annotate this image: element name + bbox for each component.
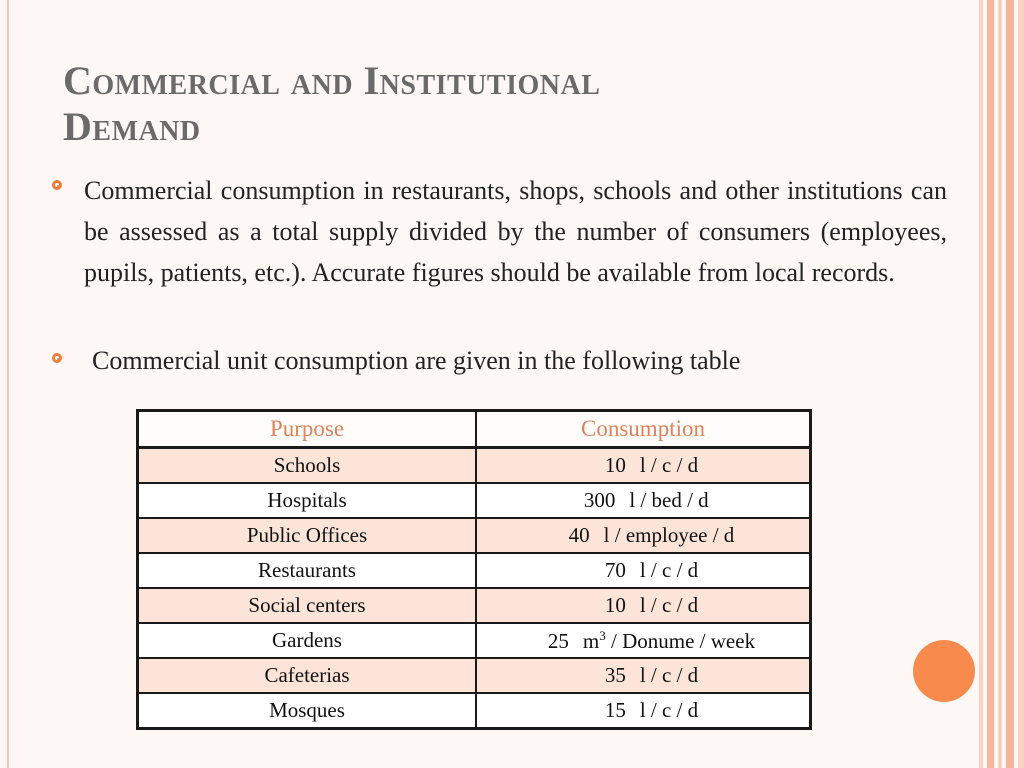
table-row (138, 623, 811, 658)
bullet-item (52, 343, 947, 379)
slide-title-line1: Commercial and Institutional (63, 58, 601, 103)
cell-purpose: Public Offices (138, 518, 477, 553)
consumption-table (136, 409, 812, 730)
table-row (138, 693, 811, 729)
cell-consumption (476, 483, 811, 518)
consumption-unit: l / employee / d (603, 523, 735, 547)
consumption-unit: l / c / d (639, 663, 699, 687)
right-stripe (1006, 0, 1014, 768)
consumption-unit: l / c / d (639, 558, 699, 582)
consumption-unit: / Donume / week (605, 628, 756, 653)
consumption-unit: l / c / d (639, 593, 699, 617)
consumption-amount: 35 (604, 663, 626, 687)
cell-consumption (476, 553, 811, 588)
consumption-amount: 25 (547, 628, 569, 653)
consumption-amount: 10 (604, 453, 626, 477)
header-purpose: Purpose (138, 411, 477, 448)
right-stripe (987, 0, 994, 768)
cell-purpose: Mosques (138, 693, 477, 729)
slide-title-line2: Demand (63, 104, 201, 149)
consumption-amount: 300 (583, 488, 616, 512)
consumption-unit: l / bed / d (629, 488, 709, 512)
bullet-item (52, 170, 947, 293)
table-row (138, 483, 811, 518)
table-header-row (138, 411, 811, 448)
table-row (138, 553, 811, 588)
right-stripe (979, 0, 983, 768)
left-border-line (7, 0, 9, 768)
bullet-text: Commercial consumption in restaurants, shops, schools and other institutions can be assessed as a total supply divided by the number of consumers (employees, pupils, patients, etc.). Accurate figures should be available from local records. (84, 176, 947, 287)
cell-consumption (476, 623, 811, 658)
consumption-amount: 10 (604, 593, 626, 617)
header-consumption: Consumption (476, 411, 811, 448)
bullet-text: Commercial unit consumption are given in the following table (92, 346, 741, 375)
bullet-ring-icon (52, 353, 62, 363)
right-stripe (998, 0, 1002, 768)
cell-purpose: Cafeterias (138, 658, 477, 693)
bullet-ring-icon (52, 180, 62, 190)
table-body (138, 448, 811, 729)
cell-consumption (476, 693, 811, 729)
right-stripe (1018, 0, 1024, 768)
table-row (138, 448, 811, 484)
decorative-circle (913, 640, 975, 702)
consumption-amount: 15 (604, 698, 626, 722)
cell-consumption (476, 588, 811, 623)
cell-purpose: Schools (138, 448, 477, 484)
table-row (138, 588, 811, 623)
cell-purpose: Gardens (138, 623, 477, 658)
consumption-unit-prefix: m (582, 628, 600, 653)
consumption-amount: 40 (568, 523, 590, 547)
consumption-unit-superscript: 3 (599, 627, 606, 643)
slide-title (63, 58, 923, 150)
table-row (138, 518, 811, 553)
cell-purpose: Restaurants (138, 553, 477, 588)
table-row (138, 658, 811, 693)
consumption-unit: l / c / d (639, 453, 699, 477)
consumption-amount: 70 (604, 558, 626, 582)
cell-consumption (476, 448, 811, 484)
cell-purpose: Social centers (138, 588, 477, 623)
cell-purpose: Hospitals (138, 483, 477, 518)
consumption-unit: l / c / d (639, 698, 699, 722)
cell-consumption (476, 658, 811, 693)
cell-consumption (476, 518, 811, 553)
